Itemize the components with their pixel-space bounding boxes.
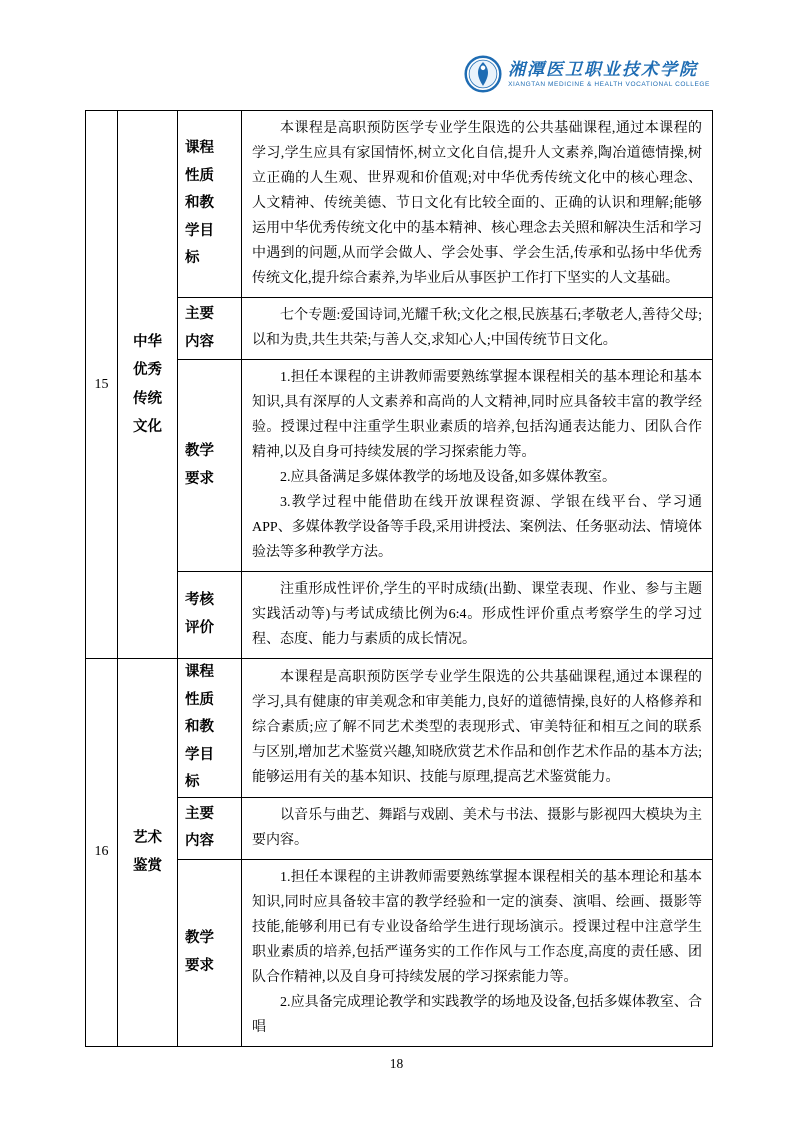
section-content <box>242 360 713 572</box>
college-logo <box>464 55 710 93</box>
college-name: 湘潭医卫职业技术学院 <box>508 60 699 80</box>
section-content <box>242 298 713 360</box>
course-index: 16 <box>86 659 118 1047</box>
content-paragraph: 以音乐与曲艺、舞蹈与戏剧、美术与书法、摄影与影视四大模块为主要内容。 <box>252 807 702 848</box>
section-label: 教学要求 <box>178 859 242 1046</box>
section-content <box>242 859 713 1046</box>
content-paragraph: 1.担任本课程的主讲教师需要熟练掌握本课程相关的基本理论和基本知识,同时应具备较丰富的教学经验和一定的演奏、演唱、绘画、摄影等技能,能够利用已有专业设备给学生进行现场演示。授课过程中注意学生职业素质的培养,包括严谨务实的工作作风与工作态度,高度的责任感、团队合作精神,以及自身可持续发展的学习探索能力等。 <box>252 869 702 985</box>
course-index: 15 <box>86 111 118 659</box>
table-row <box>86 111 713 298</box>
section-label: 课程性质和教学目标 <box>178 659 242 798</box>
content-paragraph: 注重形成性评价,学生的平时成绩(出勤、课堂表现、作业、参与主题实践活动等)与考试成绩比例为6:4。形成性评价重点考察学生的学习过程、态度、能力与素质的成长情况。 <box>252 582 702 647</box>
section-content <box>242 111 713 298</box>
section-label: 主要内容 <box>178 797 242 859</box>
table-row <box>86 298 713 360</box>
course-syllabus-table <box>85 110 713 1047</box>
content-paragraph: 七个专题:爱国诗词,光耀千秋;文化之根,民族基石;孝敬老人,善待父母;以和为贵,共生共荣;与善人交,求知心人;中国传统节日文化。 <box>252 308 702 348</box>
section-label: 考核评价 <box>178 572 242 659</box>
section-label: 课程性质和教学目标 <box>178 111 242 298</box>
table-row <box>86 360 713 572</box>
college-emblem-icon <box>464 55 502 93</box>
content-paragraph: 2.应具备满足多媒体教学的场地及设备,如多媒体教室。 <box>280 470 616 485</box>
section-content <box>242 659 713 798</box>
content-paragraph: 1.担任本课程的主讲教师需要熟练掌握本课程相关的基本理论和基本知识,具有深厚的人文素养和高尚的人文精神,同时应具备较丰富的教学经验。授课过程中注重学生职业素质的培养,包括沟通表达能力、团队合作精神,以及自身可持续发展的学习探索能力等。 <box>252 370 702 460</box>
course-table-body <box>86 111 713 1047</box>
table-row <box>86 572 713 659</box>
section-content <box>242 572 713 659</box>
page-number: 18 <box>389 1056 404 1071</box>
college-logo-text <box>508 60 710 87</box>
table-row <box>86 797 713 859</box>
section-label: 教学要求 <box>178 360 242 572</box>
content-paragraph: 本课程是高职预防医学专业学生限选的公共基础课程,通过本课程的学习,学生应具有家国情怀,树立文化自信,提升人文素养,陶冶道德情操,树立正确的人生观、世界观和价值观;对中华优秀传统文化中的核心理念、人文精神、传统美德、节日文化有比较全面的、正确的认识和理解;能够运用中华优秀传统文化中的基本精神、核心理念去关照和解决生活和学习中遇到的问题,从而学会做人、学会处事、学会生活,传承和弘扬中华优秀传统文化,提升综合素养,为毕业后从事医护工作打下坚实的人文基础。 <box>252 121 702 286</box>
college-name-english: XIANGTAN MEDICINE & HEALTH VOCATIONAL COLLEGE <box>508 80 710 88</box>
course-name: 艺术鉴赏 <box>118 659 178 1047</box>
section-label: 主要内容 <box>178 298 242 360</box>
table-row <box>86 859 713 1046</box>
course-name: 中华优秀传统文化 <box>118 111 178 659</box>
content-paragraph: 2.应具备完成理论教学和实践教学的场地及设备,包括多媒体教室、合唱 <box>252 994 702 1035</box>
section-content <box>242 797 713 859</box>
table-row <box>86 659 713 798</box>
content-paragraph: 3.教学过程中能借助在线开放课程资源、学银在线平台、学习通APP、多媒体教学设备等手段,采用讲授法、案例法、任务驱动法、情境体验法等多种教学方法。 <box>252 495 702 560</box>
content-paragraph: 本课程是高职预防医学专业学生限选的公共基础课程,通过本课程的学习,具有健康的审美观念和审美能力,良好的道德情操,良好的人格修养和综合素质;应了解不同艺术类型的表现形式、审美特征和相互之间的联系与区别,增加艺术鉴赏兴趣,知晓欣赏艺术作品和创作艺术作品的基本方法;能够运用有关的基本知识、技能与原理,提高艺术鉴赏能力。 <box>252 669 702 785</box>
